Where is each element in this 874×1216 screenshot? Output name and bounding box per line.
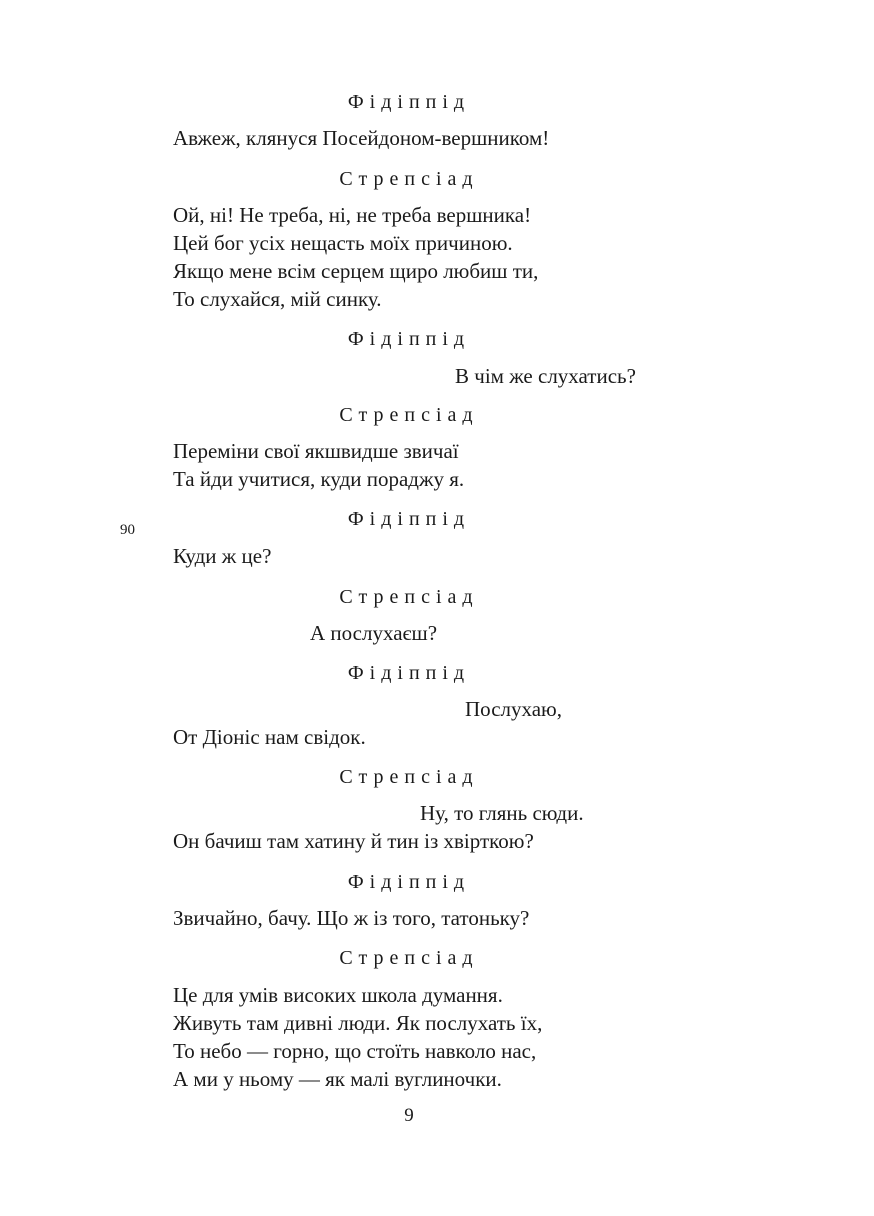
verse-line: Якщо мене всім серцем щиро любиш ти, <box>173 259 539 283</box>
speaker-label: Фідіппід <box>347 662 471 684</box>
speaker-label: Стрепсіад <box>339 947 479 969</box>
verse-line: Цей бог усіх нещасть моїх причиною. <box>173 231 513 255</box>
speaker-label: Стрепсіад <box>339 586 479 608</box>
verse-line: А ми у ньому — як малі вуглиночки. <box>173 1067 502 1091</box>
verse-line: Куди ж це? <box>173 544 272 568</box>
speaker-label: Фідіппід <box>347 508 471 530</box>
page-number: 9 <box>404 1105 414 1126</box>
verse-line: Та йди учитися, куди пораджу я. <box>173 467 465 491</box>
verse-line: В чім же слухатись? <box>455 364 636 388</box>
verse-line: А послухаєш? <box>310 621 438 645</box>
verse-line: Он бачиш там хатину й тин із хвірткою? <box>173 829 534 853</box>
speaker-label: Фідіппід <box>347 91 471 113</box>
speaker-label: Стрепсіад <box>339 168 479 190</box>
verse-line: Переміни свої якшвидше звичаї <box>173 439 459 463</box>
verse-line: Ну, то глянь сюди. <box>420 801 584 825</box>
verse-line: Це для умів високих школа думання. <box>173 983 503 1007</box>
speaker-label: Фідіппід <box>347 328 471 350</box>
speaker-label: Стрепсіад <box>339 766 479 788</box>
verse-line: От Діоніс нам свідок. <box>173 725 366 749</box>
verse-line: Живуть там дивні люди. Як послухать їх, <box>173 1011 543 1035</box>
line-number-marker: 90 <box>120 522 135 538</box>
verse-line: Звичайно, бачу. Що ж із того, татоньку? <box>173 906 530 930</box>
verse-line: Послухаю, <box>465 697 562 721</box>
verse-line: Ой, ні! Не треба, ні, не треба вершника! <box>173 203 532 227</box>
verse-line: То слухайся, мій синку. <box>173 287 382 311</box>
speaker-label: Фідіппід <box>347 871 471 893</box>
verse-line: То небо — горно, що стоїть навколо нас, <box>173 1039 537 1063</box>
verse-line: Авжеж, клянуся Посейдоном-вершником! <box>173 126 550 150</box>
speaker-label: Стрепсіад <box>339 404 479 426</box>
